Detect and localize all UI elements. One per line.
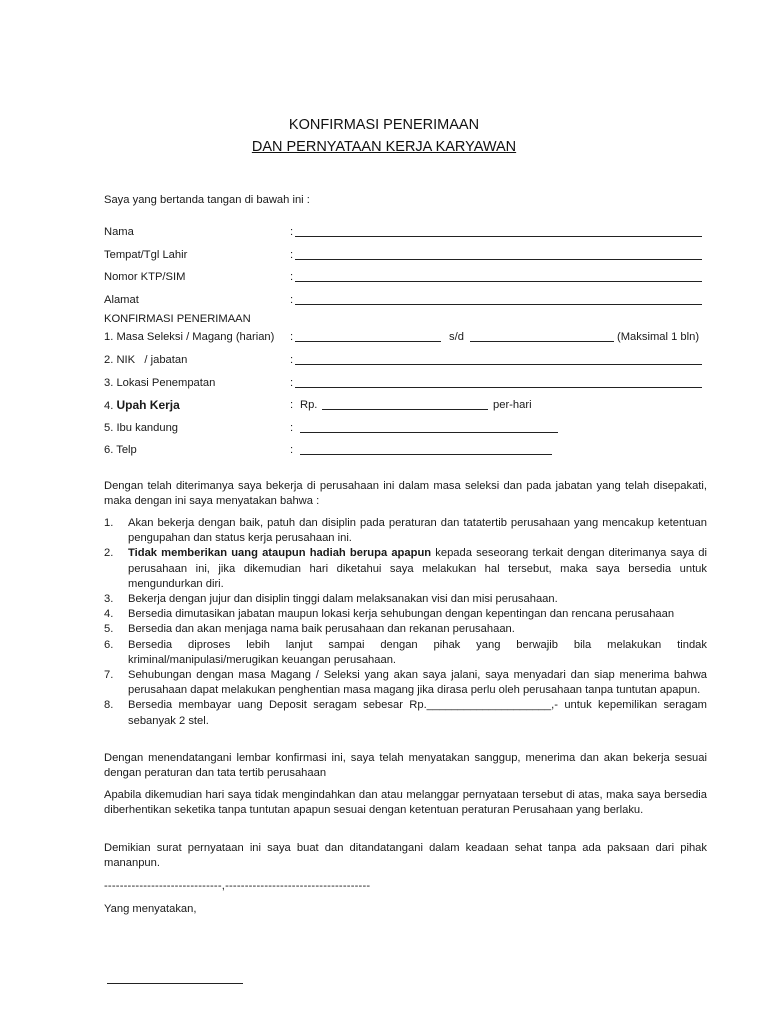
field-label: Alamat [104, 294, 139, 306]
list-item [104, 668, 707, 698]
list-item [104, 638, 707, 668]
rate-suffix: per-hari [493, 399, 532, 411]
field-upah-kerja [104, 397, 704, 413]
field-colon: : [290, 226, 294, 238]
field-number: 4. [104, 400, 117, 412]
list-text: Bersedia membayar uang Deposit seragam sebesar Rp.____________________,- untuk kepemilikan seragam sebanyak 2 stel. [128, 699, 707, 727]
field-colon: : [290, 354, 294, 366]
field-colon: : [290, 377, 294, 389]
fill-line-upah-kerja[interactable] [322, 409, 488, 410]
fill-line-lokasi-penempatan[interactable] [295, 387, 702, 388]
field-colon: : [290, 422, 294, 434]
list-item [104, 516, 707, 546]
field-label: 1. Masa Seleksi / Magang (harian) [104, 331, 275, 343]
list-number: 6. [104, 638, 114, 651]
max-duration-note: (Maksimal 1 bln) [617, 331, 700, 343]
fill-line-telp[interactable] [300, 454, 552, 455]
fill-line-tempat-tgl-lahir[interactable] [295, 259, 702, 260]
list-text: Sehubungan dengan masa Magang / Seleksi yang akan saya jalani, saya menyadari dan siap menerima bahwa perusahaan dapat melakukan penghentian masa magang jika dirasa perlu oleh perusahaan tanpa tuntutan apapun. [128, 669, 707, 697]
place-date-line[interactable]: ------------------------------,------------------------------------- [104, 880, 371, 892]
list-item [104, 546, 707, 592]
list-text: kepada seseorang terkait dengan diterimanya saya di perusahaan ini, jika dikemudian hari diketahui saya melakukan hal tersebut, maka saya bersedia untuk mengundurkan diri. [128, 547, 707, 590]
field-label: Upah Kerja [116, 398, 180, 412]
statement-list [104, 516, 707, 729]
fill-line-nama[interactable] [295, 236, 702, 237]
field-lokasi-penempatan [104, 375, 704, 391]
list-item [104, 622, 707, 637]
field-colon: : [290, 444, 294, 456]
list-text-bold: Tidak memberikan uang ataupun hadiah berupa apapun [128, 547, 432, 560]
field-colon: : [290, 399, 294, 411]
field-label-group [104, 397, 180, 414]
agreement-paragraph: Dengan menendatangani lembar konfirmasi ini, saya telah menyatakan sanggup, menerima dan akan bekerja sesuai dengan peraturan dan tata tertib perusahaan [104, 752, 707, 780]
fill-line-ibu-kandung[interactable] [300, 432, 558, 433]
field-tempat-tgl-lahir [104, 247, 704, 263]
intro-text: Saya yang bertanda tangan di bawah ini : [104, 194, 310, 206]
list-item [104, 607, 707, 622]
field-label: 3. Lokasi Penempatan [104, 377, 216, 389]
section-heading: KONFIRMASI PENERIMAAN [104, 313, 251, 325]
document-title: KONFIRMASI PENERIMAAN [288, 117, 480, 133]
field-label: 6. Telp [104, 444, 137, 456]
field-colon: : [290, 271, 294, 283]
list-text: Bersedia dimutasikan jabatan maupun lokasi kerja sehubungan dengan kepentingan dan rencana perusahaan [128, 608, 675, 621]
field-label: Nomor KTP/SIM [104, 271, 186, 283]
field-label: 2. NIK / jabatan [104, 354, 188, 366]
fill-line-masa-end[interactable] [470, 341, 614, 342]
list-number: 7. [104, 669, 114, 682]
field-label: 5. Ibu kandung [104, 422, 179, 434]
field-nik-jabatan [104, 352, 704, 368]
field-nomor-ktp-sim [104, 269, 704, 285]
list-text: Akan bekerja dengan baik, patuh dan disiplin pada peraturan dan tatatertib perusahaan yang mencakup ketentuan pengupahan dan status kerja perusahaan ini. [128, 517, 707, 545]
signatory-label: Yang menyatakan, [104, 903, 197, 915]
list-item [104, 698, 707, 728]
signature-line[interactable] [107, 983, 243, 984]
list-text: Bekerja dengan jujur dan disiplin tinggi dalam melaksanakan visi dan misi perusahaan. [128, 593, 558, 606]
field-colon: : [290, 249, 294, 261]
field-colon: : [290, 331, 294, 343]
field-ibu-kandung [104, 420, 704, 436]
range-separator: s/d [449, 331, 464, 343]
field-label: Tempat/Tgl Lahir [104, 249, 188, 261]
violation-paragraph: Apabila dikemudian hari saya tidak mengindahkan dan atau melanggar pernyataan tersebut di atas, maka saya bersedia diberhentikan seketika tanpa tuntutan apapun sesuai dengan ketentuan peraturan Perusahaan yang berlaku. [104, 789, 707, 817]
fill-line-nik-jabatan[interactable] [295, 364, 702, 365]
currency-prefix: Rp. [300, 399, 318, 411]
list-number: 2. [104, 547, 114, 560]
list-item [104, 592, 707, 607]
field-colon: : [290, 294, 294, 306]
document-subtitle: DAN PERNYATAAN KERJA KARYAWAN [251, 139, 517, 155]
field-masa-seleksi [104, 329, 709, 345]
statement-intro: Dengan telah diterimanya saya bekerja di perusahaan ini dalam masa seleksi dan pada jabatan yang telah disepakati, maka dengan ini saya menyatakan bahwa : [104, 480, 707, 508]
field-telp [104, 442, 704, 458]
fill-line-masa-start[interactable] [295, 341, 441, 342]
list-number: 5. [104, 623, 114, 636]
list-text: Bersedia dan akan menjaga nama baik perusahaan dan rekanan perusahaan. [128, 623, 515, 636]
field-label: Nama [104, 226, 134, 238]
list-number: 8. [104, 699, 114, 712]
field-nama [104, 224, 704, 240]
fill-line-alamat[interactable] [295, 304, 702, 305]
list-number: 1. [104, 517, 114, 529]
field-alamat [104, 292, 704, 308]
closing-paragraph: Demikian surat pernyataan ini saya buat dan ditandatangani dalam keadaan sehat tanpa ada paksaan dari pihak mananpun. [104, 842, 707, 870]
list-number: 4. [104, 608, 114, 621]
list-number: 3. [104, 593, 114, 606]
fill-line-nomor-ktp-sim[interactable] [295, 281, 702, 282]
list-text: Bersedia diproses lebih lanjut sampai dengan pihak yang berwajib bila melakukan tindak kriminal/manipulasi/merugikan keuangan perusahaan. [128, 638, 707, 666]
